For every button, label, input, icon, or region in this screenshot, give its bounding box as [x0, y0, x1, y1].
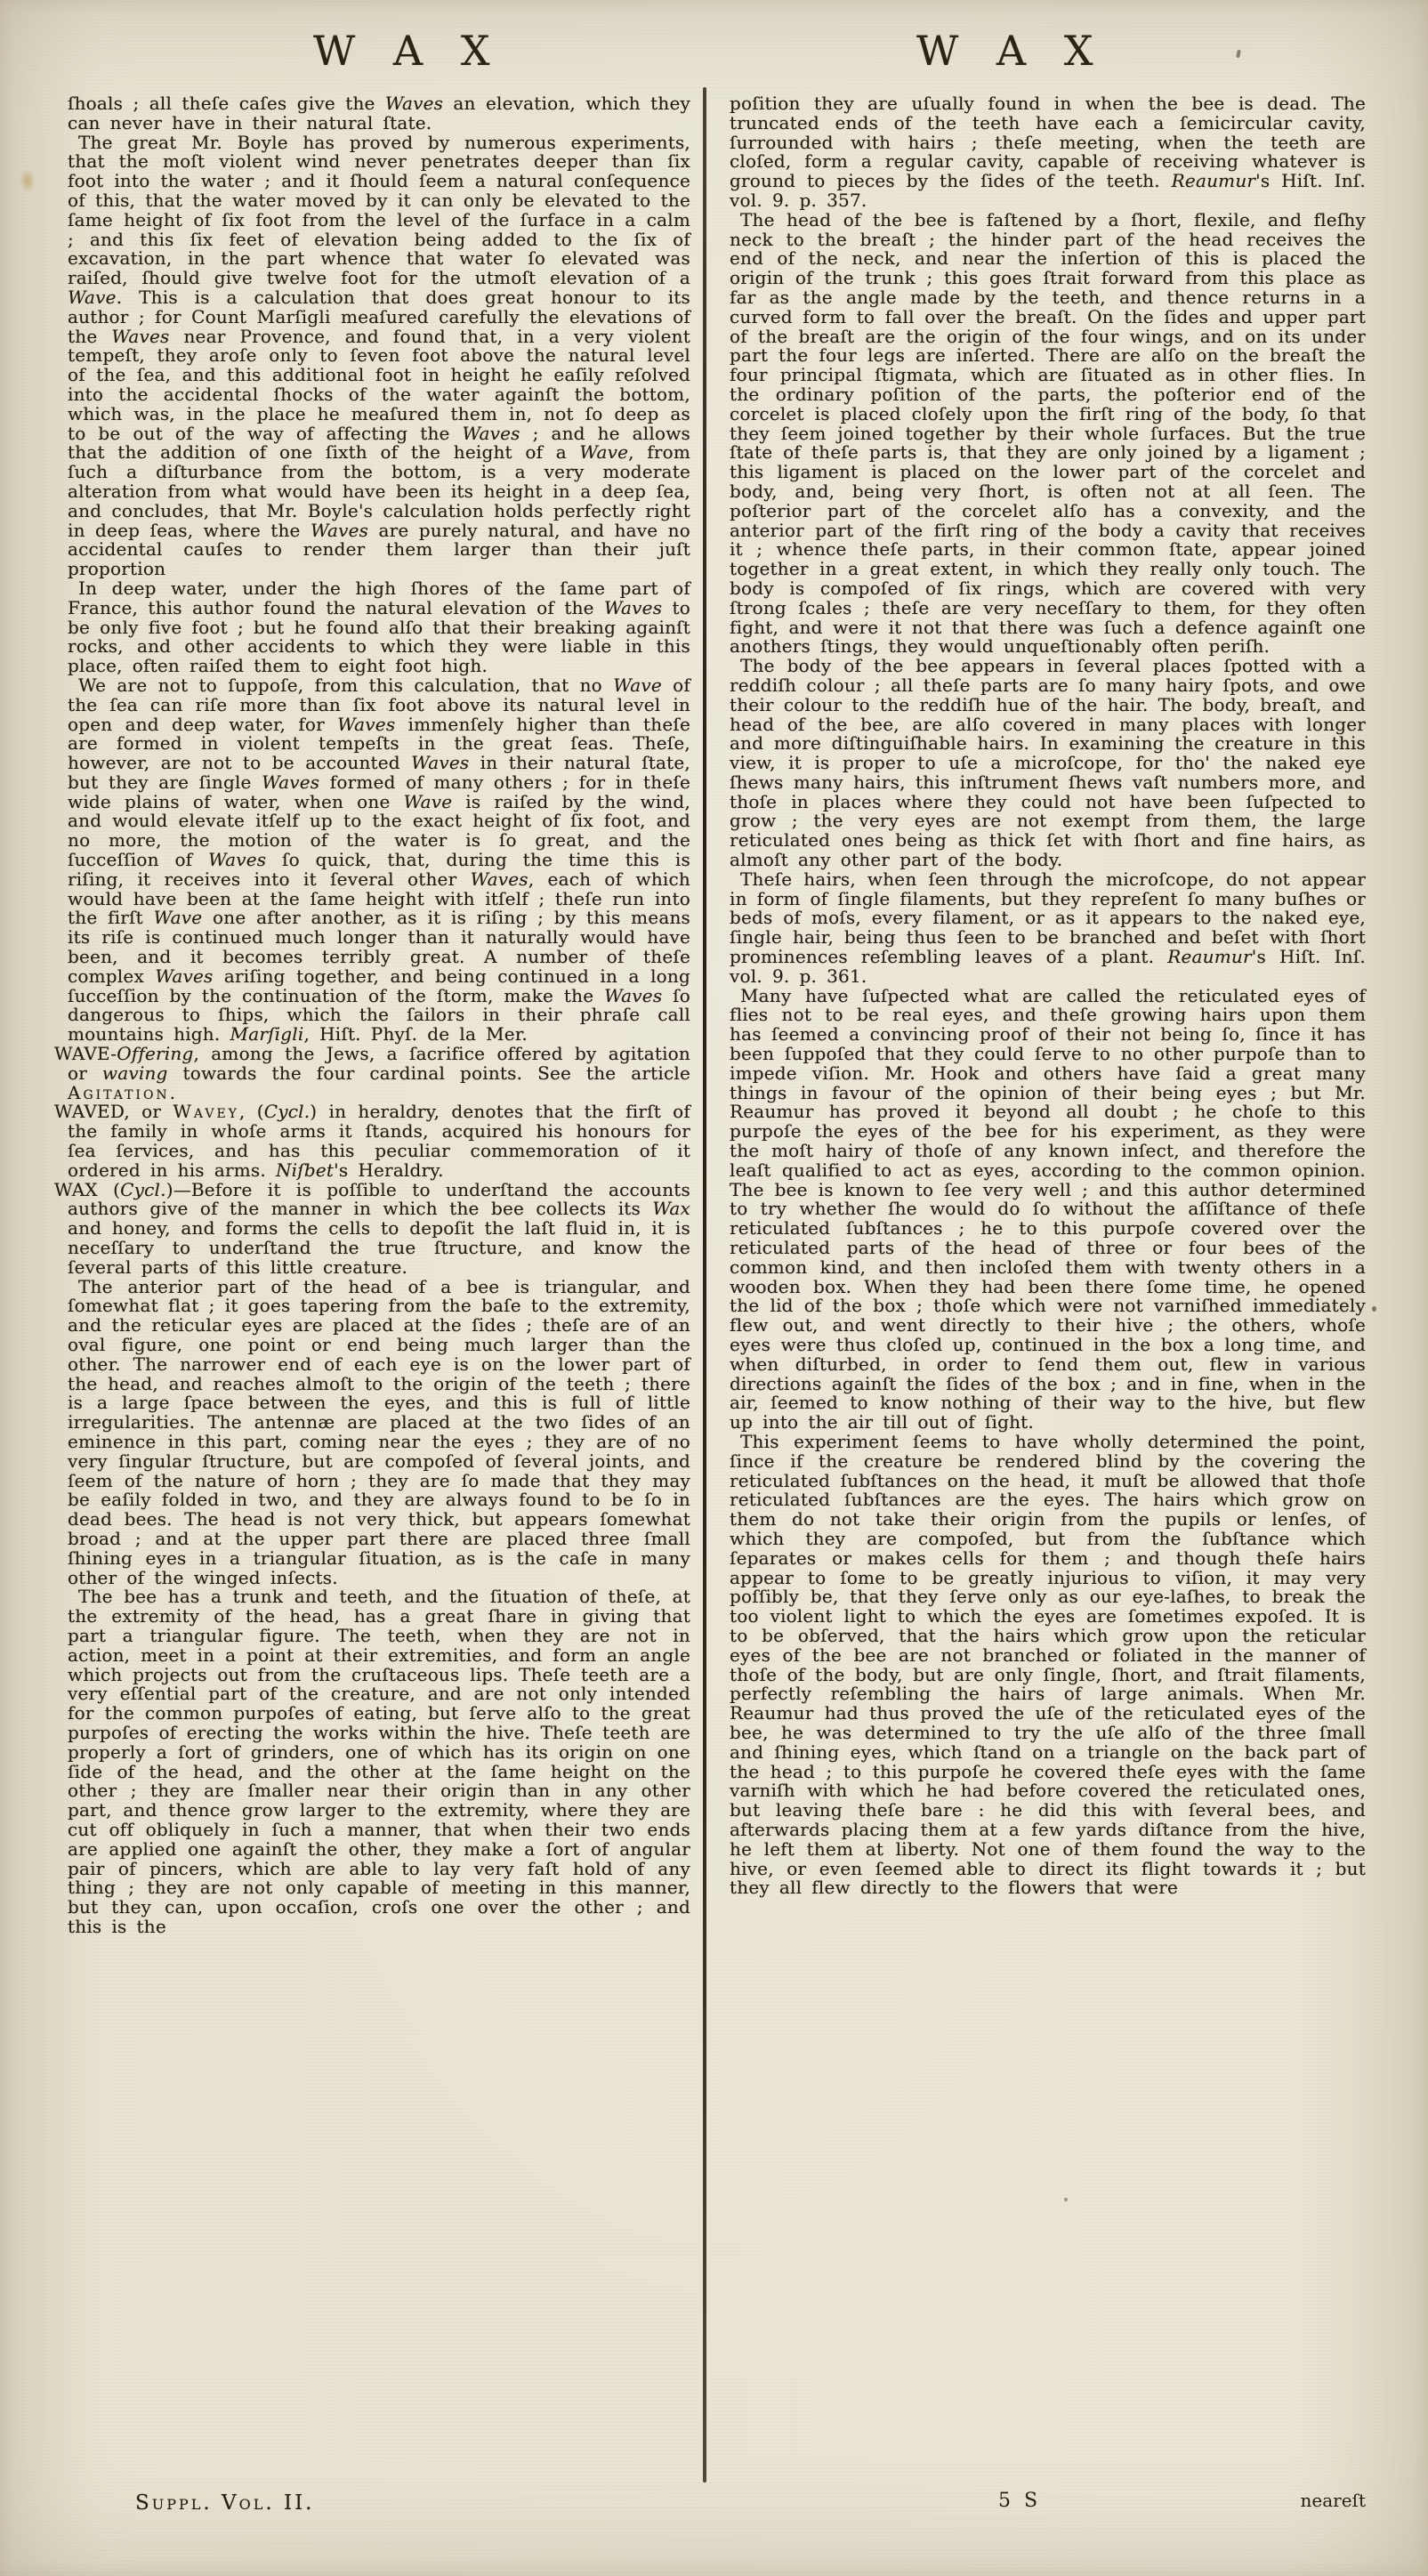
text-run: The anterior part of the head of a bee is triangular, and ſomewhat flat ; it goes tapering from the baſe to the extremity, and the reticular eyes are placed at the ſides ; theſe are of an oval figure, one point or end being much larger than the other. The narrower end of each eye is on the lower part of the head, and reaches almoſt to the origin of the teeth ; there is a large ſpace between the eyes, and this is full of little irregularities. The antennæ are placed at the two ſides of an eminence in this part, coming near the eyes ; they are of no very ſingular ſtructure, but are compoſed of ſeveral joints, and ſeem of the nature of horn ; they are ſo made that they may be eaſily folded in two, and they are always found to be ſo in dead bees. The head is not very thick, but appears ſomewhat broad ; and at the upper part there are placed three ſmall ſhining eyes in a triangular ſituation, as is the caſe in many other of the winged inſects. — [68, 1275, 690, 1588]
paragraph — [730, 94, 1366, 211]
paper-stain — [20, 169, 36, 192]
paragraph — [730, 208, 1366, 658]
volume-signature-line: Suppl. Vol. II. — [135, 2491, 315, 2515]
text-run: WAVED, or — [54, 1101, 173, 1123]
text-run: , Hiſt. Phyſ. de la Mer. — [303, 1023, 528, 1046]
text-run: ſhoals ; all theſe caſes give the — [68, 93, 385, 114]
text-run: one after another, as it is riſing ; by this means its riſe is continued much longer than it naturally would have been, and it becomes terribly great. A number of theſe complex — [68, 907, 690, 987]
italic-run: Wave — [68, 286, 117, 308]
signature-mark: 5 S — [998, 2490, 1042, 2512]
text-run: formed of many others ; for in theſe wide plains of water, when one — [68, 771, 690, 812]
text-run: 's Hiſt. Inſ. vol. 9. p. 357. — [730, 170, 1366, 211]
italic-run: Waves — [604, 596, 663, 618]
paragraph — [730, 870, 1366, 987]
italic-run: Wave — [579, 441, 629, 464]
text-run: ariſing together, and being continued in a long ſucceſſion by the continuation of the ſtorm, make the — [68, 965, 690, 1006]
running-head-left: W A X — [313, 27, 503, 75]
text-run: ſo quick, that, during the time this is riſing, it receives into it ſeveral other — [68, 849, 690, 890]
text-run: The bee has a trunk and teeth, and the ſituation of theſe, at the extremity of the head, has a great ſhare in giving that part a triangular figure. The teeth, when they are not in action, meet in a point at their extremities, and form an angle which projects out from the cruſtaceous lips. Theſe teeth are a very eſſential part of the creature, and are not only intended for the common purpoſes of eating, but ſerve alſo to the great purpoſes of erecting the works within the hive. Theſe teeth are properly a ſort of grinders, one of which has its origin on one ſide of the head, and the other at the ſame height on the other ; they are ſmaller near their origin than in any other part, and thence grow larger to the extremity, where they are cut off obliquely in ſuch a manner, that when their two ends are applied one againſt the other, they make a ſort of angular pair of pincers, which are able to lay very faſt hold of any thing ; they are not only capable of meeting in this manner, but they can, upon occaſion, croſs one over the other ; and this is the — [68, 1586, 690, 1937]
text-run: Theſe hairs, when ſeen through the microſcope, do not appear in form of ſingle filaments, but they repreſent ſo many buſhes or beds of moſs, every filament, or as it appears to the naked eye, ſingle hair, being thus ſeen to be branched and beſet with ſhort prominences reſembling leaves of a plant. — [730, 868, 1366, 968]
italic-run: Cycl. — [120, 1178, 166, 1200]
italic-run: Marſigli — [230, 1023, 304, 1046]
text-run: an elevation, which they can never have in their natural ſtate. — [68, 93, 690, 133]
italic-run: Wave — [403, 790, 453, 812]
text-run: In deep water, under the high ſhores of the ſame part of France, this author found the natural elevation of the — [68, 577, 690, 618]
italic-run: Wax — [652, 1198, 690, 1220]
text-run: is raiſed by the wind, and would elevate itſelf up to the exact height of ſix foot, and no more, the motion of the water is ſo great, and the ſucceſſion of — [68, 790, 690, 871]
text-run: . — [169, 1081, 176, 1103]
column-divider-rule — [703, 87, 706, 2483]
italic-run: Waves — [384, 93, 444, 114]
text-run: of the ſea can riſe more than ſix foot above its natural level in open and deep water, for — [68, 674, 690, 735]
italic-run: Waves — [310, 519, 369, 541]
italic-run: Waves — [208, 849, 267, 871]
italic-run: Waves — [155, 965, 214, 987]
italic-run: Waves — [470, 868, 528, 890]
column-left — [54, 94, 690, 1937]
text-run: poſition they are uſually found in when the bee is dead. The truncated ends of the teeth have each a ſemicircular cavity, ſurrounded with hairs ; theſe meeting, when the teeth are cloſed, form a regular cavity, capable of receiving whatever is ground to pieces by the ſides of the teeth. — [730, 93, 1366, 192]
italic-run: Waves — [604, 984, 663, 1006]
italic-run: Waves — [262, 771, 320, 793]
paragraph — [68, 579, 690, 676]
italic-run: waving — [101, 1062, 168, 1084]
text-run: Many have ſuſpected what are called the reticulated eyes of flies not to be real eyes, and theſe growing hairs upon them has ſeemed a convincing proof of their not being ſo, ſince it has been ſuppoſed that they could ſerve to no other purpoſe than to impede viſion. Mr. Hook and others have ſaid a great many things in favour of the opinion of their being eyes ; but Mr. Reaumur has proved it beyond all doubt ; he choſe to this purpoſe the eyes of the bee for his experiment, as they were the moſt hairy of thoſe of any known inſect, and therefore the leaſt qualified to act as eyes, according to the common opinion. The bee is known to ſee very well ; and this author determined to try whether ſhe would do ſo without the aſſiſtance of theſe reticulated ſubſtances ; he to this purpoſe covered over the reticulated parts of the head of three or four bees of the common kind, and then incloſed them with twenty others in a wooden box. When they had been there ſome time, he opened the lid of the box ; thoſe which were not varniſhed immediately flew out, and went directly to their hive ; the others, whoſe eyes were thus cloſed up, continued in the box a long time, and when diſturbed, in order to ſend them out, flew in various directions againſt the ſides of the box ; and in fine, when in the air, ſeemed to know nothing of their way to the hive, but flew up into the air till out of ſight. — [730, 984, 1366, 1433]
catchword: neareſt — [1300, 2490, 1366, 2511]
text-run: immenſely higher than theſe are formed in violent tempeſts in the great ſeas. Theſe, however, are not to be accounted — [68, 713, 690, 774]
text-run: ; and he allows that the addition of one ſixth of the height of a — [68, 422, 690, 464]
italic-run: Waves — [462, 422, 520, 444]
paragraph — [54, 1178, 690, 1278]
italic-run: Wave — [613, 674, 662, 696]
text-run: are purely natural, and have no accidental cauſes to render them larger than their juſt proportion — [68, 519, 690, 580]
ink-speck — [1064, 2198, 1068, 2201]
paragraph — [68, 1275, 690, 1588]
paragraph — [730, 657, 1366, 870]
text-run: ) in heraldry, denotes that the firſt of the family in whoſe arms it ſtands, acquired his honours for ſea ſervices, and has this peculiar commemoration of it ordered in his arms. — [68, 1101, 690, 1181]
text-run: in their natural ſtate, but they are ſingle — [68, 752, 690, 793]
column-right — [716, 94, 1366, 1898]
paragraph — [68, 676, 690, 1045]
italic-run: Wave — [153, 907, 203, 929]
smallcaps-run: Wavey — [173, 1101, 239, 1123]
italic-run: Niſbet — [275, 1159, 335, 1181]
ink-speck — [1236, 50, 1241, 59]
ink-speck — [1372, 1306, 1376, 1312]
text-run: 's Heraldry. — [334, 1159, 444, 1181]
paragraph — [68, 94, 690, 133]
text-run: )—Before it is poſſible to underſtand the accounts authors give of the manner in which the bee collects its — [68, 1178, 690, 1220]
text-run: , ( — [238, 1101, 264, 1123]
paragraph — [68, 133, 690, 579]
paragraph — [54, 1101, 690, 1181]
italic-run: Cycl. — [263, 1101, 311, 1123]
text-run: , among the Jews, a ſacrifice offered by agitation or — [68, 1043, 690, 1084]
running-head-right: W A X — [916, 27, 1106, 75]
text-run: 's Hiſt. Inſ. vol. 9. p. 361. — [730, 946, 1366, 987]
paragraph — [68, 1587, 690, 1936]
paragraph — [730, 984, 1366, 1433]
paragraph — [730, 1430, 1366, 1899]
paragraph — [54, 1043, 690, 1103]
italic-run: Waves — [411, 752, 470, 774]
text-run: , each of which would have been at the ſame height with itſelf ; theſe run into the firſt — [68, 868, 690, 929]
text-run: WAX ( — [54, 1178, 121, 1200]
italic-run: Offering — [117, 1043, 194, 1065]
text-run: WAVE- — [54, 1043, 117, 1065]
text-run: , from ſuch a diſturbance from the bottom, is a very moderate alteration from what would have been its height in a deep ſea, and concludes, that Mr. Boyle's calculation holds perfectly right in deep ſeas, where the — [68, 441, 690, 541]
text-run: The body of the bee appears in ſeveral places ſpotted with a reddiſh colour ; all theſe parts are ſo many hairy ſpots, and owe their colour to the reddiſh hue of the hair. The body, breaſt, and head of the bee, are alſo covered in many places with longer and more diſtinguiſhable hairs. In examining the creature in this view, it is proper to uſe a microſcope, for tho' the naked eye ſhews many hairs, this inſtrument ſhews vaſt numbers more, and thoſe in places where they could not have been ſuſpected to grow ; the very eyes are not exempt from them, the large reticulated ones being as thick ſet with ſhort and fine hairs, as almoſt any other part of the body. — [730, 655, 1366, 871]
italic-run: Reaumur — [1171, 170, 1256, 192]
text-run: The great Mr. Boyle has proved by numerous experiments, that the moſt violent wind never penetrates deeper than ſix foot into the water ; and it ſhould ſeem a natural conſequence of this, that the water moved by it can only be elevated to the ſame height of ſix foot from the level of the ſurface in a calm ; and this ſix feet of elevation being added to the ſix of excavation, in the part whence that water ſo elevated was raiſed, ſhould give twelve foot for the utmoſt elevation of a — [68, 131, 690, 289]
text-run: The head of the bee is faſtened by a ſhort, flexile, and fleſhy neck to the breaſt ; the hinder part of the head receives the end of the neck, and near the inſertion of this is placed the origin of the trunk ; this goes ſtrait forward from this place as far as the angle made by the teeth, and thence returns in a curved form to fall over the breaſt. On the ſides and upper part of the breaſt are the origin of the four wings, and on its under part the four legs are inſerted. There are alſo on the breaſt the four principal ſtigmata, which are ſituated as in other flies. In the ordinary poſition of the parts, the poſterior end of the corcelet is placed cloſely upon the firſt ring of the body, ſo that they ſeem joined together by their whole ſurfaces. But the true ſtate of theſe parts is, that they are only joined by a ligament ; this ligament is placed on the lower part of the corcelet and body, and, being very ſhort, is often not at all ſeen. The poſterior part of the corcelet alſo has a convexity, and the anterior part of the firſt ring of the body a cavity that receives it ; whence theſe parts, in their common ſtate, appear joined together in a great extent, in which they really only touch. The body is compoſed of ſix rings, which are covered with very ſtrong ſcales ; theſe are very neceſſary to them, for they often fight, and were it not that there was ſuch a defence againſt one anothers ſtings, they would unqueſtionably often periſh. — [730, 208, 1366, 658]
text-run: towards the four cardinal points. See the article — [167, 1062, 690, 1084]
italic-run: Waves — [337, 713, 396, 735]
text-run: and honey, and forms the cells to depoſit the laſt fluid in, it is neceſſary to underſtand the true ſtructure, and know the ſeveral parts of this little creature. — [68, 1217, 690, 1278]
text-run: ſo dangerous to ſhips, which the ſailors in their phraſe call mountains high. — [68, 984, 690, 1046]
italic-run: Reaumur — [1167, 946, 1252, 968]
text-run: to be only five foot ; but he found alſo that their breaking againſt rocks, and other accidents to which they were liable in this place, often raiſed them to eight foot high. — [68, 596, 690, 677]
text-run: near Provence, and found that, in a very violent tempeſt, they aroſe only to ſeven foot above the natural level of the ſea, and this additional foot in height he eaſily reſolved into the accidental ſhocks of the water againſt the bottom, which was, in the place he meaſured them in, not ſo deep as to be out of the way of affecting the — [68, 325, 690, 444]
text-run: This experiment ſeems to have wholly determined the point, ſince if the creature be rendered blind by the covering the reticulated ſubſtances on the head, it muſt be allowed that thoſe reticulated ſubſtances are the eyes. The hairs which grow on them do not take their origin from the pupils or lenſes, of which they are compoſed, but from the ſubſtance which ſeparates or makes cells for them ; and though theſe hairs appear to ſome to be greatly injurious to viſion, it may very poſſibly be, that they ſerve only as our eye-laſhes, to break the too violent light to which the eyes are ſometimes expoſed. It is to be obſerved, that the hairs which grow upon the reticular eyes of the bee are not branched or foliated in the manner of thoſe of the body, but are only ſingle, ſhort, and ſtrait filaments, perfectly reſembling the hairs of large animals. When Mr. Reaumur had thus proved the uſe of the reticulated eyes of the bee, he was determined to try the uſe alſo of the three ſmall and ſhining eyes, which ſtand on a triangle on the back part of the head ; to this purpoſe he covered theſe eyes with the ſame varniſh with which he had before covered the reticulated ones, but leaving theſe bare : he did this with ſeveral bees, and afterwards placing them at a few yards diſtance from the hive, he left them at liberty. Not one of them found the way to the hive, or even ſeemed able to direct its flight towards it ; but they all flew directly to the flowers that were — [730, 1430, 1366, 1899]
text-run: . This is a calculation that does great honour to its author ; for Count Marſigli meaſured carefully the elevations of the — [68, 286, 690, 347]
italic-run: Waves — [111, 325, 170, 347]
smallcaps-run: Agitation — [68, 1081, 170, 1103]
text-run: We are not to ſuppoſe, from this calculation, that no — [78, 674, 614, 696]
